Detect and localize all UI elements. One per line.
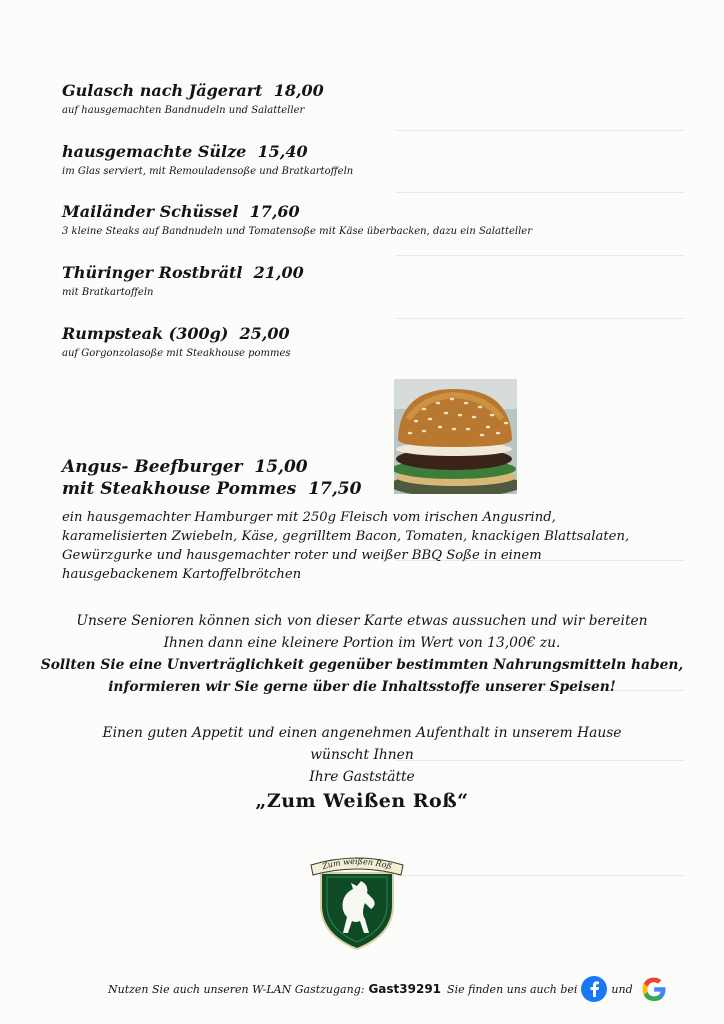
burger-title-line <box>62 456 361 478</box>
dish-name: hausgemachte Sülze <box>62 142 247 161</box>
dish-title <box>62 324 291 344</box>
dish-description: 3 kleine Steaks auf Bandnudeln und Tomatensoße mit Käse überbacken, dazu ein Salatteller <box>62 226 532 237</box>
allergy-notice-line: informieren wir Sie gerne über die Inhaltsstoffe unserer Speisen! <box>108 679 616 695</box>
social-text: Sie finden uns auch bei <box>447 982 578 996</box>
closing-line: wünscht Ihnen <box>310 747 414 763</box>
wifi-text: Nutzen Sie auch unseren W-LAN Gastzugang: <box>108 982 365 996</box>
dish-price: 21,00 <box>253 263 304 282</box>
dish-description: mit Bratkartoffeln <box>62 287 154 298</box>
dish-name: Mailänder Schüssel <box>62 202 239 221</box>
burger-illustration <box>394 379 517 494</box>
dish-name: Rumpsteak (300g) <box>62 324 229 343</box>
dish-title <box>62 81 324 101</box>
show-through-line <box>395 130 684 131</box>
google-icon[interactable] <box>639 974 669 1004</box>
burger-name: Angus- Beefburger <box>62 457 243 477</box>
footer <box>108 977 669 1001</box>
senior-notice <box>40 610 684 698</box>
dish-description: auf hausgemachten Bandnudeln und Salatteller <box>62 105 305 116</box>
crest-banner-text: Zum weißen Roß <box>321 856 393 872</box>
menu-item <box>62 324 291 360</box>
burger-photo <box>394 379 517 494</box>
dish-name: Thüringer Rostbrätl <box>62 263 243 282</box>
dish-name: Gulasch nach Jägerart <box>62 81 263 100</box>
wifi-code: Gast39291 <box>368 982 442 996</box>
senior-notice-line: Ihnen dann eine kleinere Portion im Wert von 13,00€ zu. <box>163 635 561 651</box>
show-through-line <box>395 318 684 319</box>
show-through-line <box>395 192 684 193</box>
burger-pommes-name: mit Steakhouse Pommes <box>62 479 297 499</box>
burger-description: ein hausgemachter Hamburger mit 250g Fleisch vom irischen Angusrind, karamelisierten Zwiebeln, Käse, gegrilltem Bacon, Tomaten, knackigen Blattsalaten, Gewürzgurke und hausgemachter roter und weißer BBQ Soße in einem hausgebackenem Kartoffelbrötchen <box>62 510 630 582</box>
horse-crest-icon <box>307 853 407 953</box>
menu-item <box>62 202 532 238</box>
dish-title <box>62 202 532 222</box>
burger-title-line <box>62 478 361 500</box>
dish-price: 15,40 <box>257 142 308 161</box>
facebook-icon[interactable] <box>581 976 607 1002</box>
burger-title <box>62 456 361 500</box>
senior-notice-line: Unsere Senioren können sich von dieser Karte etwas aussuchen und wir bereiten <box>76 613 648 629</box>
dish-price: 25,00 <box>239 324 290 343</box>
allergy-notice-line: Sollten Sie eine Unverträglichkeit gegenüber bestimmten Nahrungsmitteln haben, <box>40 657 684 673</box>
dish-price: 17,60 <box>249 202 300 221</box>
menu-item <box>62 263 304 299</box>
show-through-line <box>395 875 684 876</box>
closing-line: Einen guten Appetit und einen angenehmen Aufenthalt in unserem Hause <box>102 725 622 741</box>
burger-price: 15,00 <box>254 457 308 477</box>
dish-description: auf Gorgonzolasoße mit Steakhouse pommes <box>62 348 291 359</box>
and-text: und <box>611 982 633 996</box>
menu-item <box>62 81 324 117</box>
dish-price: 18,00 <box>273 81 324 100</box>
dish-title <box>62 142 353 162</box>
burger-pommes-price: 17,50 <box>308 479 362 499</box>
dish-description: im Glas serviert, mit Remouladensoße und Bratkartoffeln <box>62 166 354 177</box>
menu-item <box>62 142 353 178</box>
dish-title <box>62 263 304 283</box>
show-through-line <box>395 255 684 256</box>
closing-line: Ihre Gaststätte <box>309 769 415 785</box>
closing-message <box>40 722 684 788</box>
restaurant-name: „Zum Weißen Roß“ <box>255 790 469 812</box>
